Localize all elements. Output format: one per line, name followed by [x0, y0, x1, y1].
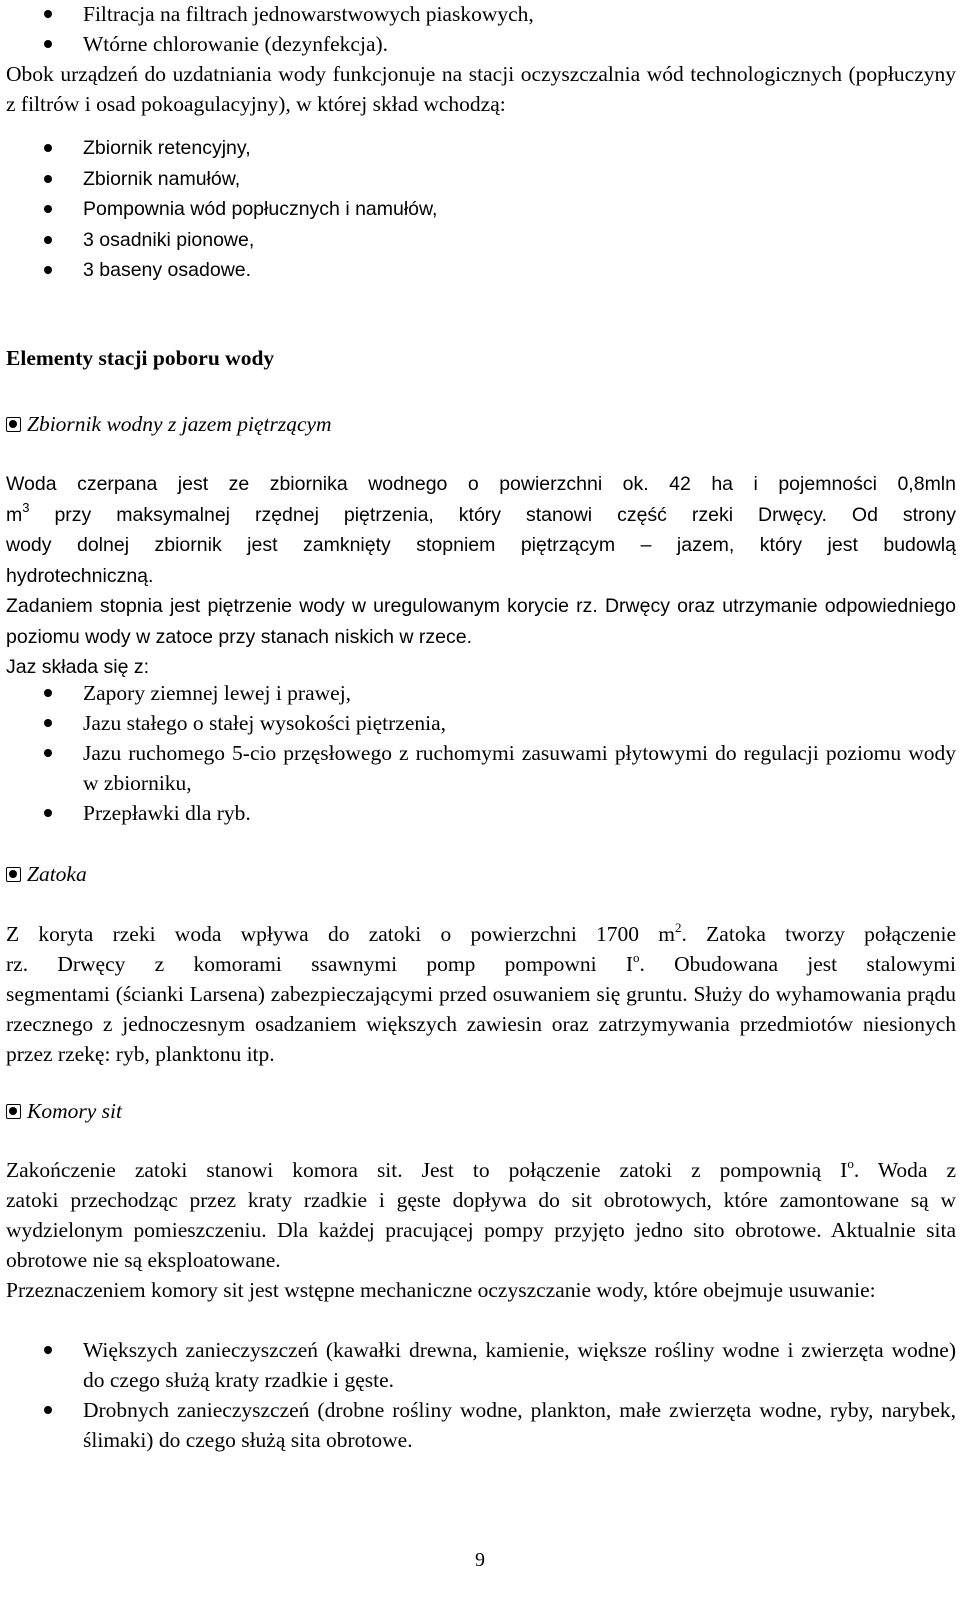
list-item: Pompownia wód popłucznych i namułów, [0, 194, 956, 225]
subheading-reservoir: Zbiornik wodny z jazem piętrzącym [6, 409, 956, 439]
subheading-bay: Zatoka [6, 859, 956, 889]
subheading-screens: Komory sit [6, 1096, 956, 1126]
list-item: Jazu ruchomego 5-cio przęsłowego z ruchomymi zasuwami płytowymi do regulacji poziomu wody w zbiorniku, [0, 738, 956, 798]
bullet-icon [44, 809, 52, 817]
section-heading: Elementy stacji poboru wody [6, 346, 275, 370]
list-treatment-steps [0, 0, 956, 59]
list-item: Jazu stałego o stałej wysokości piętrzenia, [0, 708, 956, 738]
bullet-icon [44, 40, 52, 48]
bullet-icon [44, 689, 52, 697]
bullet-icon [44, 749, 52, 757]
list-item: Przepławki dla ryb. [0, 798, 956, 828]
bullet-icon [44, 144, 52, 152]
list-item: 3 osadniki pionowe, [0, 225, 956, 256]
radio-bullet-icon [6, 867, 21, 882]
bullet-icon [44, 236, 52, 244]
bullet-icon [44, 205, 52, 213]
paragraph-screens: Zakończenie zatoki stanowi komora sit. Jest to połączenie zatoki z pompownią $I^o$. Woda z zatoki przechodząc przez kraty rzadkie i gęste dopływa do sit obrotowych, które zamontowane są w wydzielonym pomieszczeniu. Dla każdej pracującej pompy przyjęto jedno sito obrotowe. Aktualnie sita obrotowe nie są eksploatowane. Przeznaczeniem komory sit jest wstępne mechaniczne oczyszczanie wody, które obejmuje usuwanie: [6, 1156, 956, 1302]
list-item: Wtórne chlorowanie (dezynfekcja). [0, 29, 956, 59]
radio-bullet-icon [6, 417, 21, 432]
list-item: Zbiornik namułów, [0, 164, 956, 195]
list-contaminants [0, 1335, 956, 1455]
bullet-icon [44, 266, 52, 274]
list-sewage-components [0, 133, 956, 286]
paragraph-bay: Z koryta rzeki woda wpływa do zatoki o powierzchni 1700 $m^2$. Zatoka tworzy połączenie rz. Drwęcy z komorami ssawnymi pomp pompowni $I^o$. Obudowana jest stalowymi segmentami (ścianki Larsena) zabezpieczającymi przed osuwaniem się gruntu. Służy do wyhamowania prądu rzecznego z jednoczesnym osadzaniem większych zawiesin oraz zatrzymywania przedmiotów niesionych przez rzekę: ryb, planktonu itp. [6, 920, 956, 1066]
paragraph-reservoir: Woda czerpana jest ze zbiornika wodnego o powierzchni ok. 42 ha i pojemności 0,8mln $m^3$ przy maksymalnej rzędnej piętrzenia, który stanowi część rzeki Drwęcy. Od strony wody dolnej zbiornik jest zamknięty stopniem piętrzącym – jazem, który jest budowlą hydrotechniczną. Zadaniem stopnia jest piętrzenie wody w uregulowanym korycie rz. Drwęcy oraz utrzymanie odpowiedniego poziomu wody w zatoce przy stanach niskich w rzece. Jaz składa się z: [6, 473, 956, 678]
list-weir-parts [0, 678, 956, 828]
bullet-icon [44, 10, 52, 18]
list-item: Drobnych zanieczyszczeń (drobne rośliny wodne, plankton, małe zwierzęta wodne, ryby, narybek, ślimaki) do czego służą sita obrotowe. [0, 1395, 956, 1455]
bullet-icon [44, 1346, 52, 1354]
list-item: Zbiornik retencyjny, [0, 133, 956, 164]
radio-bullet-icon [6, 1104, 21, 1119]
list-item: Zapory ziemnej lewej i prawej, [0, 678, 956, 708]
page-number: 9 [475, 1549, 485, 1571]
list-item: Filtracja na filtrach jednowarstwowych piaskowych, [0, 0, 956, 29]
bullet-icon [44, 175, 52, 183]
list-item: 3 baseny osadowe. [0, 255, 956, 286]
list-item: Większych zanieczyszczeń (kawałki drewna, kamienie, większe rośliny wodne i zwierzęta wodne) do czego służą kraty rzadkie i gęste. [0, 1335, 956, 1395]
bullet-icon [44, 719, 52, 727]
bullet-icon [44, 1406, 52, 1414]
paragraph-sewage-plant: Obok urządzeń do uzdatniania wody funkcjonuje na stacji oczyszczalnia wód technologicznych (popłuczyny z filtrów i osad pokoagulacyjny), w której skład wchodzą: [6, 62, 956, 116]
